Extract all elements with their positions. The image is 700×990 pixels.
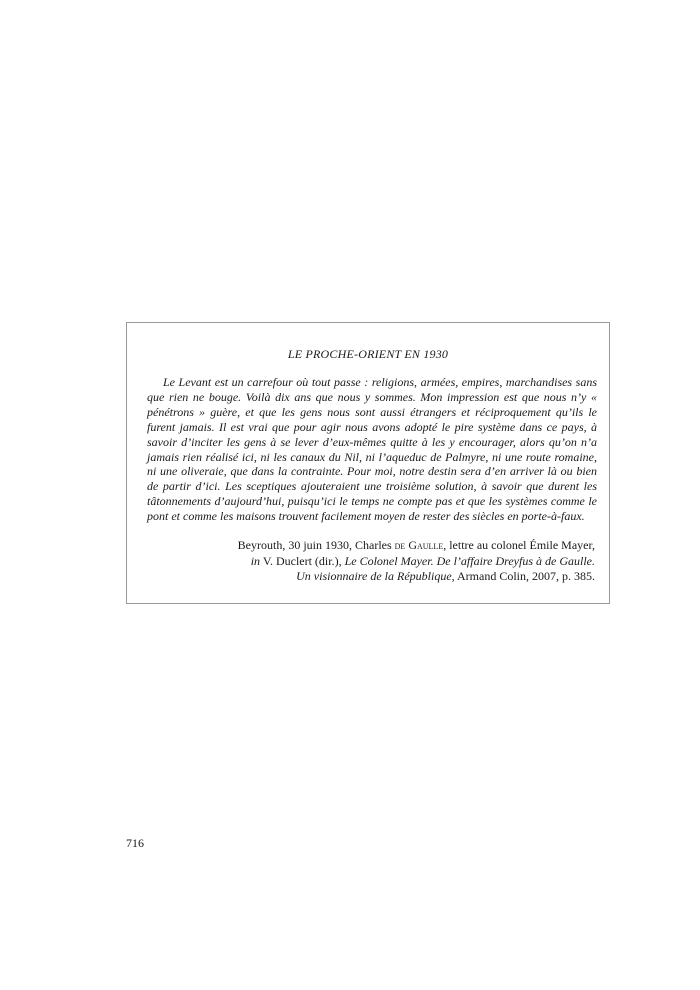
citation-part3: V. Duclert (dir.),: [260, 553, 345, 568]
citation-book-subtitle: Un visionnaire de la République,: [296, 569, 455, 583]
citation-part2: , lettre au colonel Émile Mayer,: [443, 538, 595, 552]
citation-part4: Armand Colin, 2007, p. 385.: [454, 569, 595, 583]
page-number: 716: [126, 836, 144, 850]
quote-text: Le Levant est un carrefour où tout passe : religions, armées, empires, marchandises sans que rien ne bouge. Voilà dix ans que nous y sommes. Mon impression est que nous n’y « pénétrons » guère, et que les gens nous sont aussi étrangers et réciproquement qu’ils le furent jamais. Il est vrai que pour agir nous avons adopté le pire système dans ce pays, à savoir d’inciter les gens à se lever d’eux-mêmes quitte à les y encourager, alors qu’on n’a jamais rien réalisé ici, ni les canaux du Nil, ni l’aqueduc de Palmyre, ni une route romaine, ni une oliveraie, que dans la contrainte. Pour moi, notre destin sera d’en arriver là ou bien de partir d’ici. Les sceptiques ajouteraient une troisième solution, à savoir que durent les tâtonnements d’aujourd’hui, puisqu’ici le temps ne compte pas et que les systèmes comme le pont et comme les maisons trouvent facilement moyen de rester des siècles en porte-à-faux.: [147, 375, 597, 524]
citation: [135, 538, 595, 585]
citation-in: in: [250, 553, 261, 568]
citation-part1: Beyrouth, 30 juin 1930, Charles: [237, 538, 395, 552]
box-title: LE PROCHE-ORIENT EN 1930: [287, 347, 449, 361]
citation-author-surname: de Gaulle: [394, 538, 444, 552]
citation-book-title: Le Colonel Mayer. De l’affaire Dreyfus à de Gaulle.: [344, 553, 595, 568]
quotation-box: [126, 322, 610, 604]
